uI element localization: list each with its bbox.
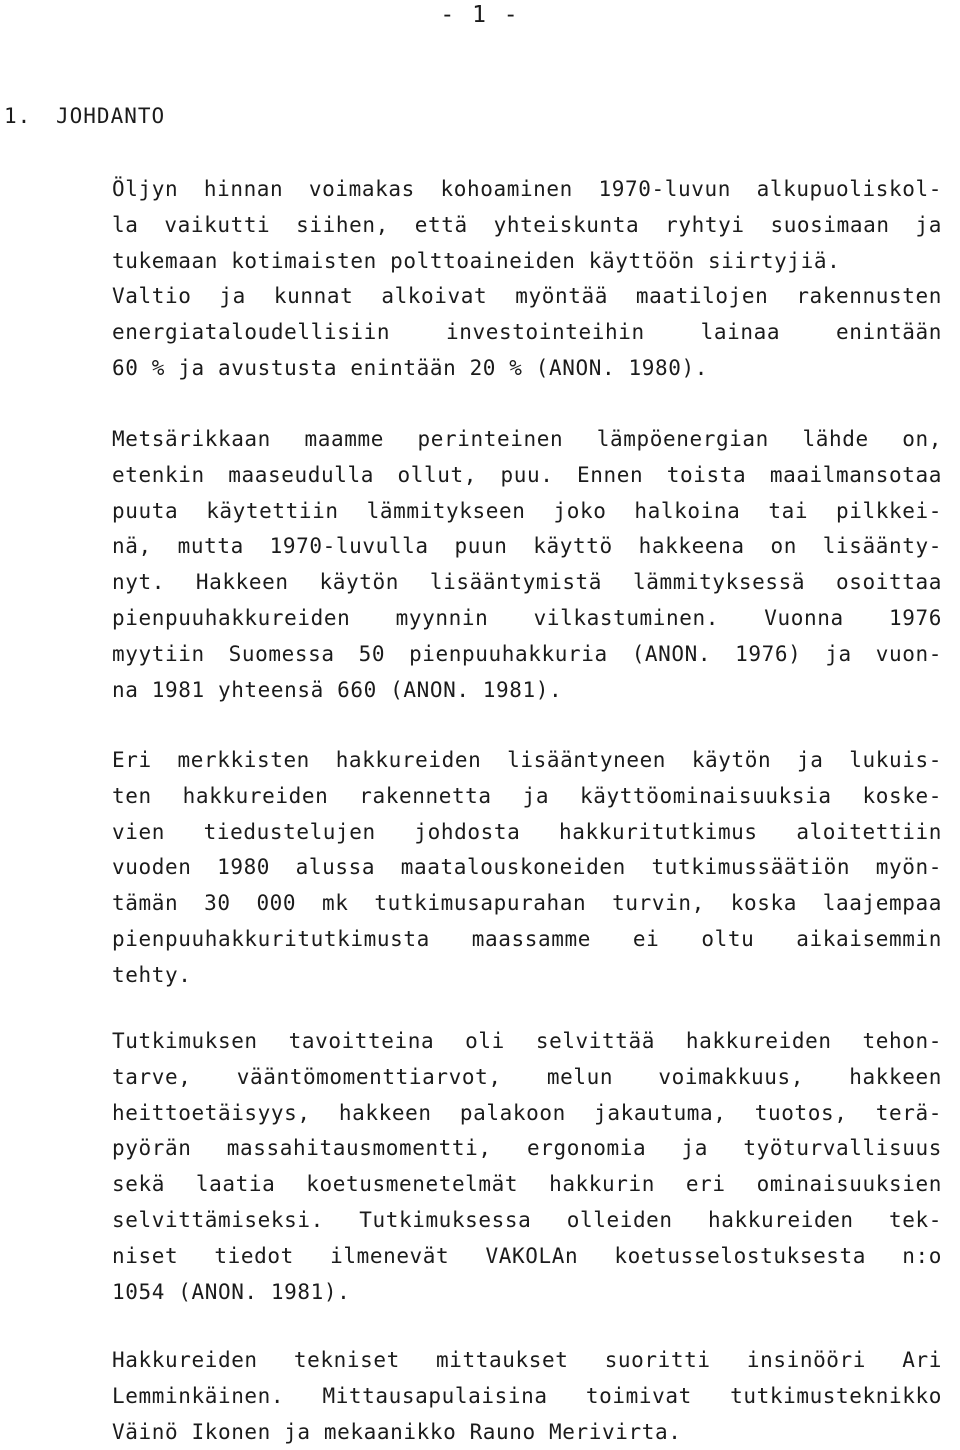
text-line: vien tiedustelujen johdosta hakkuritutkimus aloitettiin — [112, 819, 942, 844]
paragraph-research-goals — [112, 1024, 942, 1310]
text-line: Eri merkkisten hakkureiden lisääntyneen käytön ja lukuis- — [112, 748, 942, 772]
text-line: nyt. Hakkeen käytön lisääntymistä lämmityksessä osoittaa — [112, 570, 942, 595]
text-line: pienpuuhakkuritutkimusta maassamme ei oltu aikaisemmin — [112, 926, 942, 951]
section-heading — [4, 104, 165, 128]
text-line: selvittämiseksi. Tutkimuksessa olleiden hakkureiden tek- — [112, 1207, 942, 1232]
text-line: Lemminkäinen. Mittausapulaisina toimivat tutkimusteknikko — [112, 1383, 942, 1408]
text-line: Öljyn hinnan voimakas kohoaminen 1970-luvun alkupuoliskol- — [112, 177, 942, 201]
text-line: tämän 30 000 mk tutkimusapurahan turvin, koska laajempaa — [112, 891, 942, 916]
text-line: Tutkimuksen tavoitteina oli selvittää hakkureiden tehon- — [112, 1029, 942, 1053]
text-line: tehty. — [112, 962, 192, 987]
page-number: - 1 - — [440, 2, 520, 28]
section-title: JOHDANTO — [56, 104, 166, 128]
text-line: tukemaan kotimaisten polttoaineiden käyttöön siirtyjiä. — [112, 248, 841, 273]
text-line: tarve, vääntömomenttiarvot, melun voimakkuus, hakkeen — [112, 1064, 942, 1089]
text-line: pienpuuhakkureiden myynnin vilkastuminen. Vuonna 1976 — [112, 605, 942, 630]
text-line: Väinö Ikonen ja mekaanikko Rauno Merivirta. — [112, 1419, 682, 1444]
text-line: na 1981 yhteensä 660 (ANON. 1981). — [112, 677, 563, 702]
text-line: heittoetäisyys, hakkeen palakoon jakautuma, tuotos, terä- — [112, 1100, 942, 1125]
text-line: pyörän massahitausmomentti, ergonomia ja työturvallisuus — [112, 1136, 942, 1161]
paragraph-oil-price — [112, 172, 942, 387]
text-line: la vaikutti siihen, että yhteiskunta ryhtyi suosimaan ja — [112, 212, 942, 237]
text-line: Metsärikkaan maamme perinteinen lämpöenergian lähde on, — [112, 427, 942, 451]
text-line: ten hakkureiden rakennetta ja käyttöominaisuuksia koske- — [112, 783, 942, 808]
text-line: vuoden 1980 alussa maatalouskoneiden tutkimussäätiön myön- — [112, 855, 942, 880]
text-line: Valtio ja kunnat alkoivat myöntää maatilojen rakennusten — [112, 284, 942, 309]
text-line: 60 % ja avustusta enintään 20 % (ANON. 1980). — [112, 355, 708, 380]
text-line: sekä laatia koetusmenetelmät hakkurin eri ominaisuuksien — [112, 1172, 942, 1197]
text-line: niset tiedot ilmenevät VAKOLAn koetusselostuksesta n:o — [112, 1243, 942, 1268]
section-number: 1. — [4, 104, 32, 128]
text-line: energiataloudellisiin investointeihin lainaa enintään — [112, 320, 942, 345]
text-line: 1054 (ANON. 1981). — [112, 1279, 351, 1304]
text-line: etenkin maaseudulla ollut, puu. Ennen toista maailmansotaa — [112, 462, 942, 487]
text-line: myytiin Suomessa 50 pienpuuhakkuria (ANON. 1976) ja vuon- — [112, 641, 942, 666]
text-line: nä, mutta 1970-luvulla puun käyttö hakkeena on lisäänty- — [112, 534, 942, 559]
paragraph-wood-energy — [112, 422, 942, 708]
text-line: puuta käytettiin lämmitykseen joko halkoina tai pilkkei- — [112, 498, 942, 523]
paragraph-measurements — [112, 1343, 942, 1450]
text-line: Hakkureiden tekniset mittaukset suoritti insinööri Ari — [112, 1348, 942, 1372]
paragraph-research-start — [112, 743, 942, 994]
